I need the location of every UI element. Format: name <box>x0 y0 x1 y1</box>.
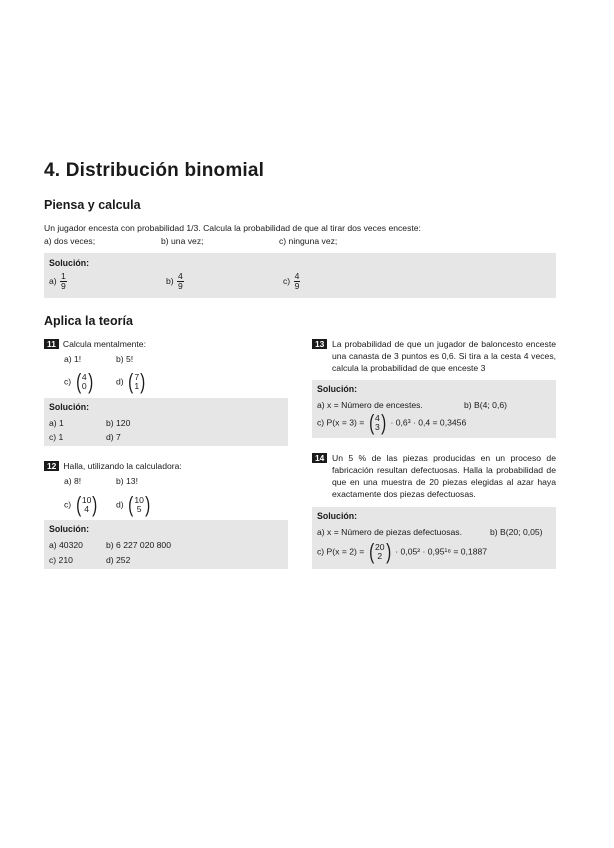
page-title: 4. Distribución binomial <box>44 160 265 181</box>
exercise-number: 14 <box>312 453 327 463</box>
exercise-13-statement: 13 La probabilidad de que un jugador de baloncesto enceste una canasta de 3 puntos es 0,6. Si tira a la cesta 4 veces, calcula la probabilidad de que enceste 3 <box>312 338 556 374</box>
piensa-option-a: a) dos veces; <box>44 236 96 246</box>
piensa-statement: Un jugador encesta con probabilidad 1/3. Calcula la probabilidad de que al tirar dos veces enceste: <box>44 223 421 233</box>
ex14-answer-a: a) x = Número de piezas defectuosas. <box>317 527 462 537</box>
ex13-solution-box <box>312 380 556 438</box>
ex11-item-a: a) 1! <box>64 354 82 364</box>
ex12-item-c: c) ( 10 4 ) <box>64 492 98 517</box>
ex11-answer-c: c) 1 <box>49 432 64 442</box>
exercise-number: 11 <box>44 339 59 349</box>
ex12-answer-d: d) 252 <box>106 555 131 565</box>
solution-label: Solución: <box>49 258 90 268</box>
piensa-answer-c: c) $\frac{4}{9}$ <box>283 271 300 291</box>
exercise-number: 12 <box>44 461 59 471</box>
piensa-answer-a: a) $\frac{1}{9}$ <box>49 271 66 291</box>
ex11-answer-d: d) 7 <box>106 432 121 442</box>
ex12-answer-a: a) 40320 <box>49 540 83 550</box>
ex11-item-c: c) ( 4 0 ) <box>64 369 93 394</box>
piensa-option-c: c) ninguna vez; <box>279 236 338 246</box>
ex12-answer-b: b) 6 227 020 800 <box>106 540 171 550</box>
exercise-14-statement: 14 Un 5 % de las piezas producidas en un proceso de fabricación resultan defectuosas. Halla la probabilidad de que en una muestra de 20 piezas elegidas al azar haya exactamente dos piezas defectuosas. <box>312 452 556 500</box>
exercise-12-prompt: 12 Halla, utilizando la calculadora: <box>44 460 182 472</box>
section-heading-aplica: Aplica la teoría <box>44 314 133 328</box>
solution-label: Solución: <box>317 511 358 521</box>
ex11-item-d: d) ( 7 1 ) <box>116 369 146 394</box>
piensa-solution-box <box>44 253 556 298</box>
ex12-item-a: a) 8! <box>64 476 82 486</box>
ex13-answer-c: c) P(x = 3) = ( 4 3 ) · 0,6³ · 0,4 = 0,3456 <box>317 410 467 435</box>
ex12-item-b: b) 13! <box>116 476 138 486</box>
ex12-solution-box <box>44 520 288 569</box>
solution-label: Solución: <box>49 402 90 412</box>
solution-label: Solución: <box>317 384 358 394</box>
ex12-answer-c: c) 210 <box>49 555 73 565</box>
section-heading-piensa: Piensa y calcula <box>44 198 141 212</box>
solution-label: Solución: <box>49 524 90 534</box>
piensa-option-b: b) una vez; <box>161 236 204 246</box>
piensa-answer-b: b) $\frac{4}{9}$ <box>166 271 183 291</box>
ex11-answer-a: a) 1 <box>49 418 64 428</box>
ex14-answer-b: b) B(20; 0,05) <box>490 527 543 537</box>
ex14-solution-box <box>312 507 556 569</box>
ex13-answer-a: a) x = Número de encestes. <box>317 400 423 410</box>
ex13-answer-b: b) B(4; 0,6) <box>464 400 507 410</box>
exercise-number: 13 <box>312 339 327 349</box>
ex11-item-b: b) 5! <box>116 354 134 364</box>
ex11-solution-box <box>44 398 288 446</box>
ex14-answer-c: c) P(x = 2) = ( 20 2 ) · 0,05² · 0,95¹⁸ = 0,1887 <box>317 539 488 564</box>
ex12-item-d: d) ( 10 5 ) <box>116 492 151 517</box>
exercise-11-prompt: 11 Calcula mentalmente: <box>44 338 146 350</box>
ex11-answer-b: b) 120 <box>106 418 131 428</box>
